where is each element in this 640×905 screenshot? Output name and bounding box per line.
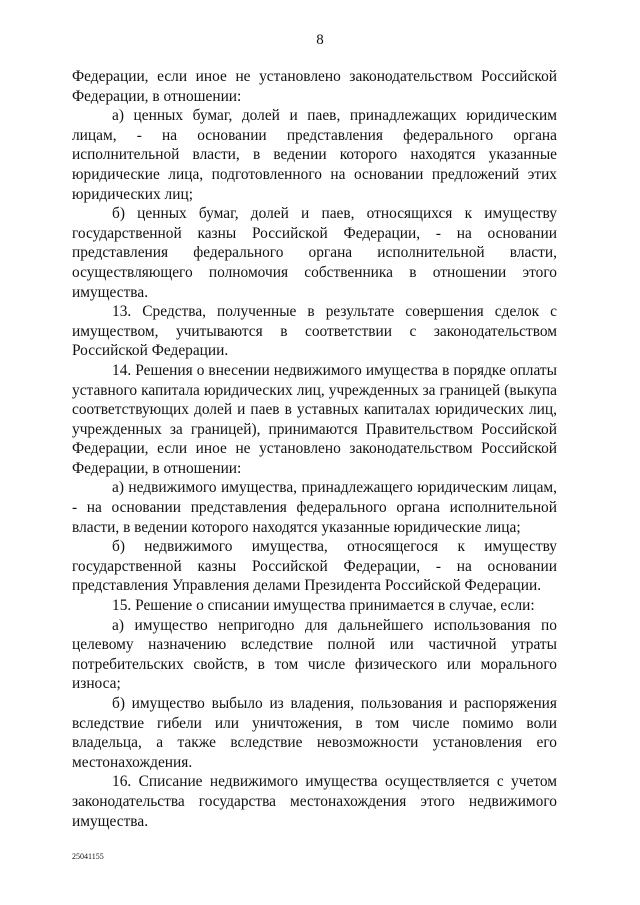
paragraph-14a: а) недвижимого имущества, принадлежащего юридическим лицам, - на основании представления федерального органа исполнительной власти, в ведении которого находятся указанные юридические лица; [72, 479, 557, 536]
paragraph-14b: б) недвижимого имущества, относящегося к имуществу государственной казны Российской Федерации, - на основании представления Управления делами Президента Российской Федерации. [72, 538, 557, 595]
paragraph-16: 16. Списание недвижимого имущества осуществляется с учетом законодательства государства местонахождения этого недвижимого имущества. [72, 773, 557, 830]
document-body [72, 67, 557, 831]
paragraph-14: 14. Решения о внесении недвижимого имущества в порядке оплаты уставного капитала юридических лиц, учрежденных за границей (выкупа соответствующих долей и паев в уставных капиталах юридических лиц, учрежденных за границей), принимаются Правительством Российской Федерации, если иное не установлено законодательством Российской Федерации, в отношении: [72, 361, 557, 477]
document-code: 25041155 [72, 852, 104, 861]
paragraph-12b: б) ценных бумаг, долей и паев, относящихся к имуществу государственной казны Российской Федерации, - на основании представления федерального органа исполнительной власти, осуществляющего полномочия собственника в отношении этого имущества. [72, 205, 557, 301]
paragraph-continuation: Федерации, если иное не установлено законодательством Российской Федерации, в отношении: [72, 68, 557, 105]
paragraph-15a: а) имущество непригодно для дальнейшего использования по целевому назначению вследствие полной или частичной утраты потребительских свойств, в том числе физического или морального износа; [72, 616, 557, 693]
paragraph-13: 13. Средства, полученные в результате совершения сделок с имуществом, учитываются в соответствии с законодательством Российской Федерации. [72, 303, 557, 360]
paragraph-12a: а) ценных бумаг, долей и паев, принадлежащих юридическим лицам, - на основании представления федерального органа исполнительной власти, в ведении которого находятся указанные юридические лица, подготовленного на основании предложений этих юридических лиц; [72, 107, 557, 203]
page-number: 8 [316, 32, 324, 48]
paragraph-15: 15. Решение о списании имущества принимается в случае, если: [112, 597, 535, 615]
paragraph-15b: б) имущество выбыло из владения, пользования и распоряжения вследствие гибели или уничтожения, в том числе помимо воли владельца, а также вследствие невозможности установления его местонахождения. [72, 695, 557, 771]
